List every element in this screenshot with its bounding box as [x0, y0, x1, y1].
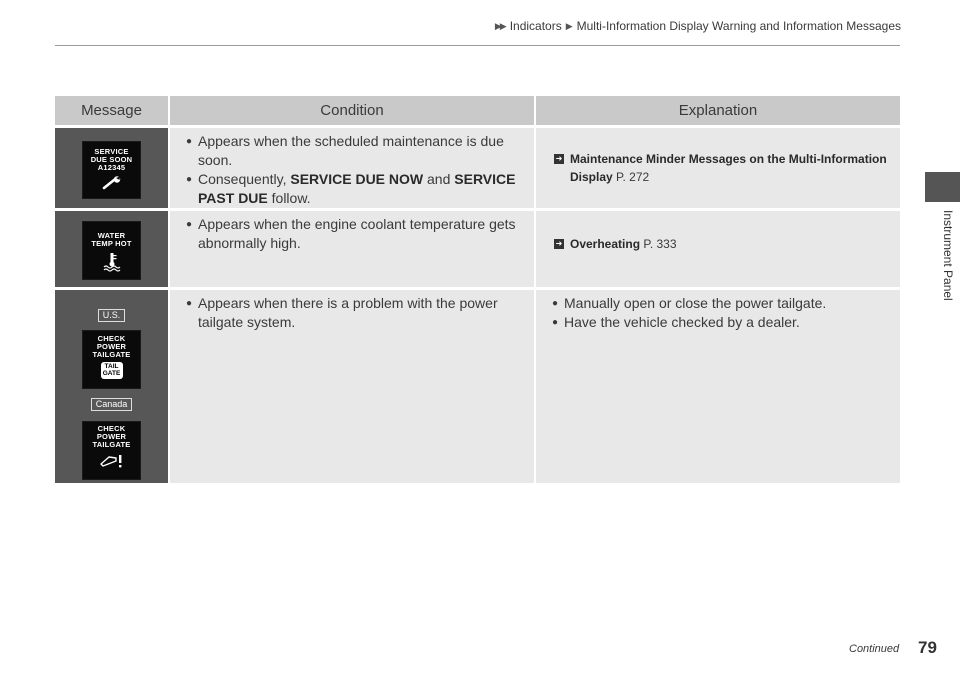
breadcrumb [495, 19, 901, 33]
reference-page: P. 272 [616, 170, 650, 184]
reference-arrow-icon: ➜ [555, 154, 563, 163]
reference-page: P. 333 [643, 237, 677, 251]
continued-label: Continued [849, 643, 900, 655]
reference-arrow-icon: ➜ [555, 239, 563, 248]
breadcrumb-item-section[interactable]: Multi-Information Display Warning and Information Messages [576, 19, 901, 33]
table-row [55, 125, 900, 208]
tailgate-icon: TAIL GATE [101, 362, 123, 379]
display-line: CHECK [97, 334, 126, 343]
condition-list [170, 290, 534, 332]
explanation-cell [534, 208, 900, 287]
list-item: ● Appears when there is a problem with the power tailgate system. [186, 294, 528, 332]
chapter-tab [925, 172, 960, 202]
check-power-tailgate-display-us [82, 330, 141, 389]
list-item: ● Consequently, SERVICE DUE NOW and SERVICE PAST DUE follow. [186, 170, 528, 208]
condition-cell [168, 125, 534, 208]
list-item: ● Appears when the engine coolant temperature gets abnormally high. [186, 215, 528, 253]
condition-cell [168, 208, 534, 287]
display-line: TEMP HOT [91, 239, 132, 248]
water-temp-display [82, 221, 141, 280]
page-number: 79 [918, 638, 937, 657]
list-item: ● Have the vehicle checked by a dealer. [552, 313, 894, 332]
region-tag-canada: Canada [91, 398, 133, 411]
display-line: TAILGATE [92, 440, 131, 449]
table-row [55, 208, 900, 287]
wrench-icon [101, 176, 123, 190]
message-table [55, 96, 900, 483]
header-rule [55, 45, 900, 46]
tailgate-warning-icon [99, 453, 125, 469]
explanation-list [536, 290, 900, 332]
table-row [55, 287, 900, 483]
list-item: ● Manually open or close the power tailgate. [552, 294, 894, 313]
condition-list [170, 128, 534, 208]
message-cell [55, 208, 168, 287]
coolant-temperature-icon [101, 252, 123, 272]
display-line: CHECK [97, 424, 126, 433]
list-item: ● Appears when the scheduled maintenance is due soon. [186, 132, 528, 170]
explanation-cell [534, 125, 900, 208]
message-cell [55, 287, 168, 483]
explanation-cell [534, 287, 900, 483]
display-line: DUE SOON [90, 155, 133, 164]
breadcrumb-arrow-icon: ▶▶ [494, 20, 505, 31]
column-header-explanation: Explanation [534, 96, 900, 125]
display-line: TAILGATE [92, 350, 131, 359]
column-header-condition: Condition [168, 96, 534, 125]
cross-reference[interactable] [536, 128, 900, 186]
condition-cell [168, 287, 534, 483]
breadcrumb-item-indicators[interactable]: Indicators [509, 19, 562, 33]
breadcrumb-arrow-icon: ▶ [565, 20, 573, 31]
condition-list [170, 211, 534, 253]
check-power-tailgate-display-canada [82, 421, 141, 480]
display-line: SERVICE [94, 147, 129, 156]
region-tag-us: U.S. [98, 309, 126, 322]
message-cell [55, 125, 168, 208]
display-line: POWER [96, 342, 127, 351]
column-header-message: Message [55, 96, 168, 125]
chapter-label: Instrument Panel [941, 210, 955, 301]
reference-title[interactable]: Maintenance Minder Messages on the Multi-Information Display [570, 152, 887, 184]
reference-title[interactable]: Overheating [570, 237, 641, 251]
service-due-display [82, 141, 141, 199]
display-line: POWER [96, 432, 127, 441]
cross-reference[interactable] [536, 211, 900, 253]
display-line: A12345 [97, 163, 126, 172]
display-line: WATER [97, 231, 126, 240]
